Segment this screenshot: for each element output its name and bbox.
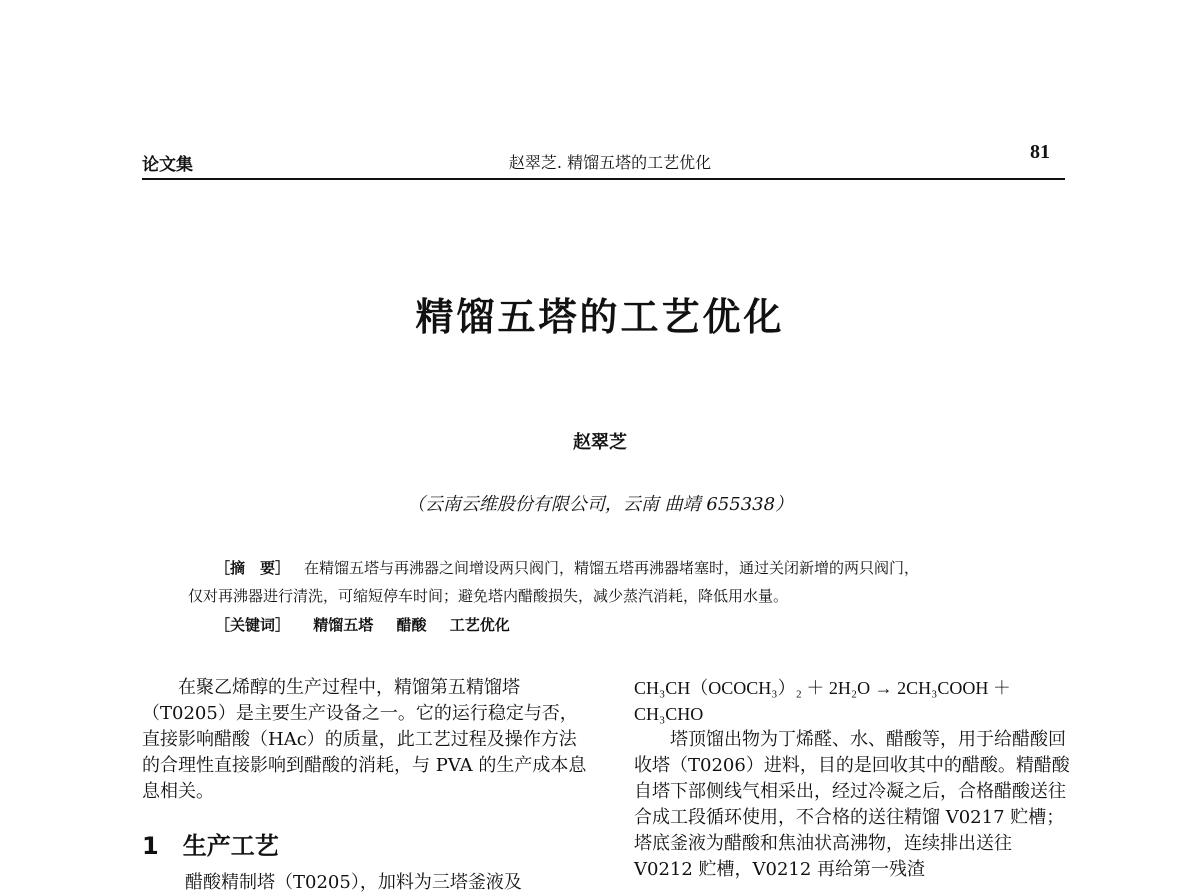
reaction-formula-line-2: CH₃CHO — [634, 704, 704, 724]
process-paragraph: 塔顶馏出物为丁烯醛、水、醋酸等，用于给醋酸回收塔（T0206）进料，目的是回收其中的醋酸。精醋酸自塔下部侧线气相采出，经过冷凝之后，合格醋酸送往合成工段循环使用，不合格的送往精馏 V0217 贮槽；塔底釜液为醋酸和焦油状高沸物，连续排出送往 V0212 贮槽，V0212 再给第一残渣 — [634, 729, 1070, 880]
page-number: 81 — [1030, 141, 1050, 163]
keywords-label: ［关键词］ — [215, 616, 291, 634]
right-column — [634, 675, 1074, 883]
section-title: 生产工艺 — [182, 832, 279, 860]
running-header-title: 赵翠芝. 精馏五塔的工艺优化 — [508, 153, 712, 172]
intro-paragraph: 在聚乙烯醇的生产过程中，精馏第五精馏塔（T0205）是主要生产设备之一。它的运行稳定与否，直接影响醋酸（HAc）的质量，此工艺过程及操作方法的合理性直接影响到醋酸的消耗，与 PVA 的生产成本息息相关。 — [142, 677, 587, 802]
keyword-item: 醋酸 — [396, 616, 427, 634]
running-header-left: 论文集 — [142, 155, 193, 175]
keyword-item: 精馏五塔 — [313, 616, 374, 634]
left-column — [142, 675, 592, 805]
reaction-formula-line-1: CH₃CH（OCOCH₃）₂ ＋ 2H₂O → 2CH₃COOH ＋ — [634, 678, 1011, 698]
section-heading — [142, 826, 279, 861]
keyword-item: 工艺优化 — [449, 616, 510, 634]
author-name: 赵翠芝 — [573, 432, 627, 453]
abstract-line-1 — [215, 557, 919, 578]
author-affiliation: （云南云维股份有限公司，云南 曲靖 655338） — [406, 494, 794, 515]
abstract-label: ［摘 要］ — [215, 559, 291, 577]
article-title: 精馏五塔的工艺优化 — [415, 294, 785, 339]
abstract-text-1: 在精馏五塔与再沸器之间增设两只阀门，精馏五塔再沸器堵塞时，通过关闭新增的两只阀门， — [304, 559, 920, 577]
cut-off-line: 醋酸精制塔（T0205），加料为三塔釜液及 — [185, 872, 522, 893]
header-rule — [142, 178, 1065, 180]
section-number: 1 — [142, 832, 159, 860]
abstract-text-2: 仅对再沸器进行清洗，可缩短停车时间；避免塔内醋酸损失，减少蒸汽消耗，降低用水量。 — [188, 587, 789, 605]
keywords — [215, 614, 528, 635]
